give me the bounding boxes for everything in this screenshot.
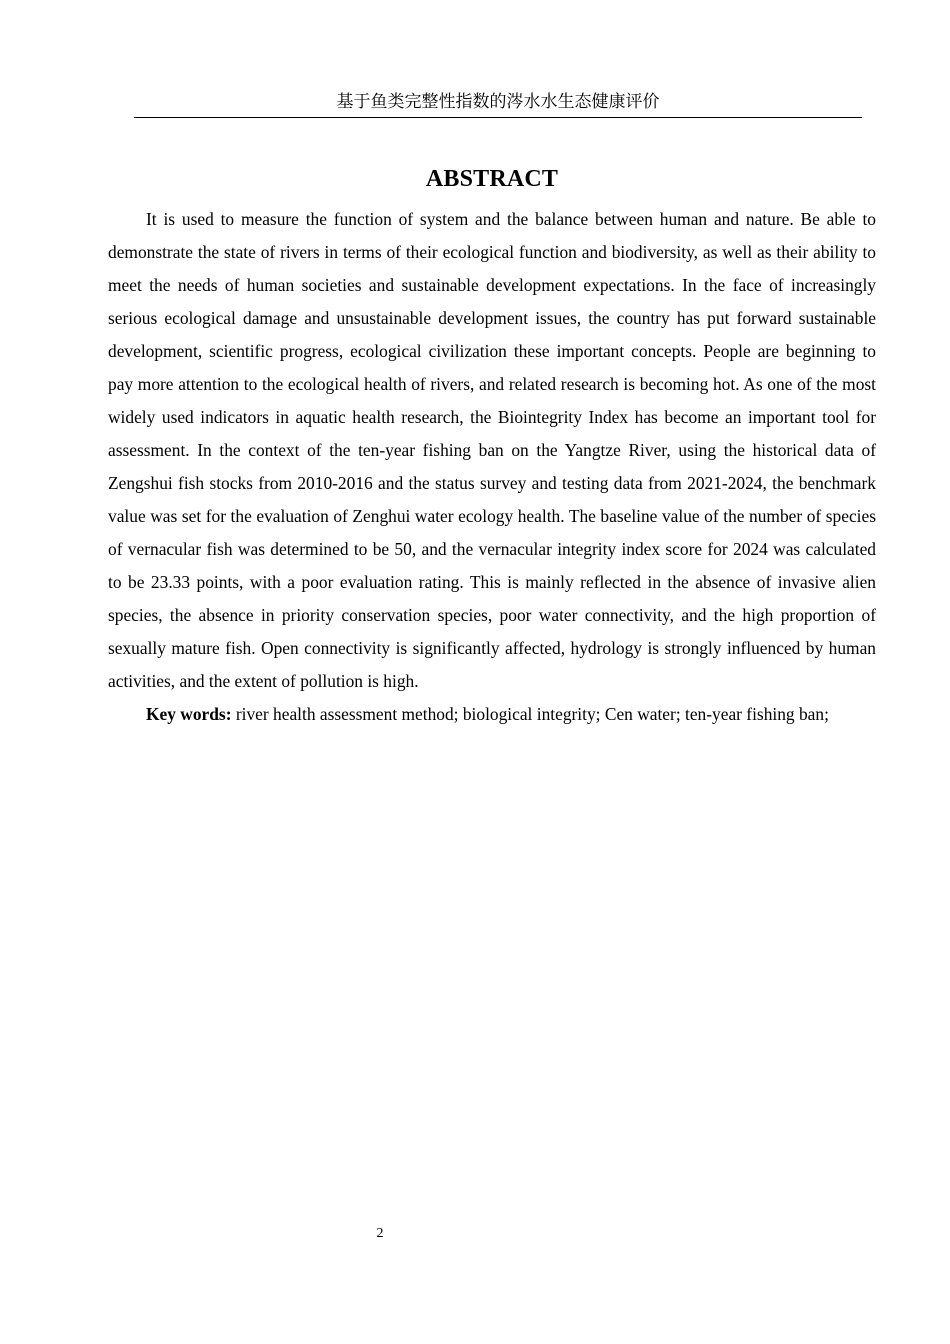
abstract-heading: ABSTRACT bbox=[425, 166, 559, 192]
abstract-body bbox=[108, 203, 876, 731]
keywords-label: Key words: bbox=[146, 704, 232, 724]
keywords-line bbox=[108, 698, 876, 731]
keywords-text: river health assessment method; biological integrity; Cen water; ten-year fishing ban; bbox=[235, 704, 829, 724]
running-header: 基于鱼类完整性指数的涔水水生态健康评价 bbox=[134, 88, 862, 118]
abstract-paragraph: It is used to measure the function of system and the balance between human and nature. Be able to demonstrate the state of rivers in terms of their ecological function and biodiversity, as well as their ability to meet the needs of human societies and sustainable development expectations. In the face of increasingly serious ecological damage and unsustainable development issues, the country has put forward sustainable development, scientific progress, ecological civilization these important concepts. People are beginning to pay more attention to the ecological health of rivers, and related research is becoming hot. As one of the most widely used indicators in aquatic health research, the Biointegrity Index has become an important tool for assessment. In the context of the ten-year fishing ban on the Yangtze River, using the historical data of Zengshui fish stocks from 2010-2016 and the status survey and testing data from 2021-2024, the benchmark value was set for the evaluation of Zenghui water ecology health. The baseline value of the number of species of vernacular fish was determined to be 50, and the vernacular integrity index score for 2024 was calculated to be 23.33 points, with a poor evaluation rating. This is mainly reflected in the absence of invasive alien species, the absence in priority conservation species, poor water connectivity, and the high proportion of sexually mature fish. Open connectivity is significantly affected, hydrology is strongly influenced by human activities, and the extent of pollution is high. bbox=[108, 209, 876, 691]
page-number: 2 bbox=[376, 1226, 384, 1241]
